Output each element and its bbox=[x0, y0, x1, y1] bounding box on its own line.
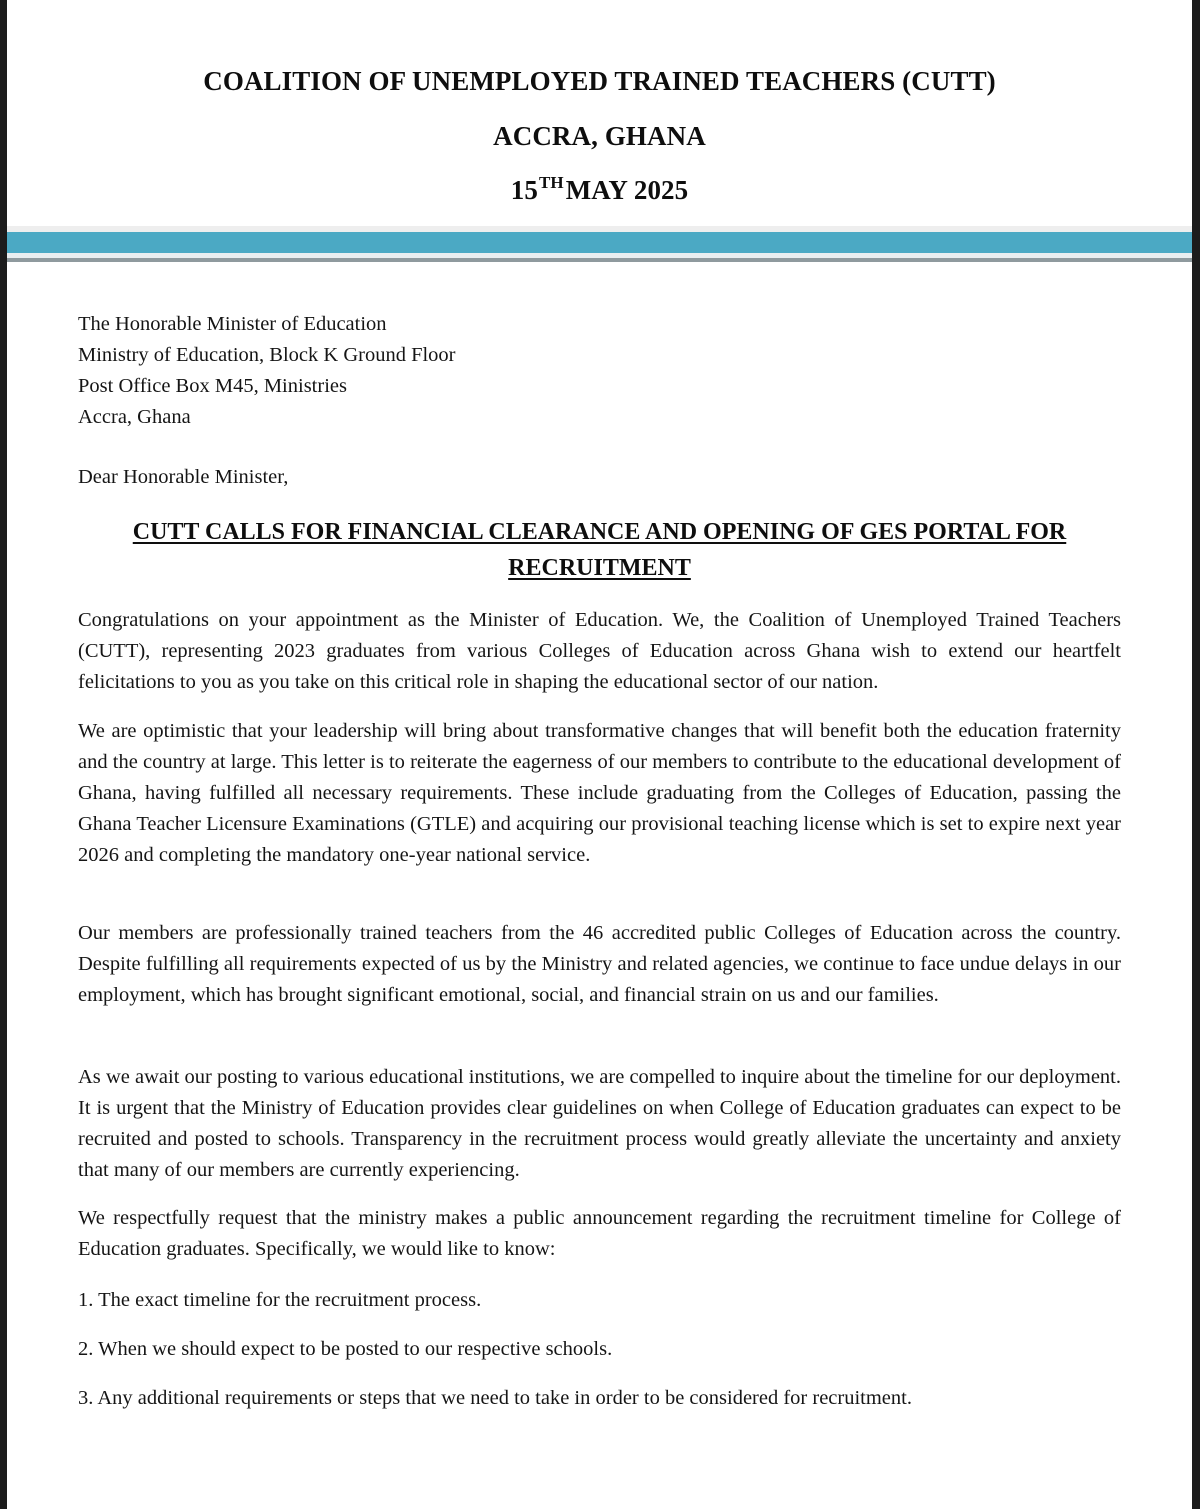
address-line: The Honorable Minister of Education bbox=[78, 313, 387, 335]
letter-subject: CUTT CALLS FOR FINANCIAL CLEARANCE AND OPENING OF GES PORTAL FOR RECRUITMENT bbox=[132, 519, 1067, 581]
address-line: Accra, Ghana bbox=[78, 406, 191, 428]
date-ordinal-suffix: TH bbox=[538, 173, 564, 192]
body-paragraph: Congratulations on your appointment as the Minister of Education. We, the Coalition of Unemployed Trained Teachers (CUTT), representing 2023 graduates from various Colleges of Education across Ghana wish to extend our heartfelt felicitations to you as you take on this critical role in shaping the educational sector of our nation. bbox=[78, 609, 1121, 693]
request-list-item: 2. When we should expect to be posted to our respective schools. bbox=[78, 1338, 613, 1360]
address-line: Post Office Box M45, Ministries bbox=[78, 375, 347, 397]
request-list-item: 1. The exact timeline for the recruitment process. bbox=[78, 1289, 482, 1311]
organization-name: COALITION OF UNEMPLOYED TRAINED TEACHERS (CUTT) bbox=[203, 66, 996, 96]
letter-date bbox=[7, 175, 1192, 206]
request-list-item: 3. Any additional requirements or steps that we need to take in order to be considered for recruitment. bbox=[78, 1387, 912, 1409]
organization-location: ACCRA, GHANA bbox=[493, 121, 706, 151]
body-paragraph: Our members are professionally trained teachers from the 46 accredited public Colleges of Education across the country. Despite fulfilling all requirements expected of us by the Ministry and related agencies, we continue to face undue delays in our employment, which has brought significant emotional, social, and financial strain on us and our families. bbox=[78, 922, 1121, 1006]
salutation: Dear Honorable Minister, bbox=[78, 466, 289, 488]
body-paragraph: We are optimistic that your leadership will bring about transformative changes that will benefit both the education fraternity and the country at large. This letter is to reiterate the eagerness of our members to contribute to the educational development of Ghana, having fulfilled all necessary requirements. These include graduating from the Colleges of Education, passing the Ghana Teacher Licensure Examinations (GTLE) and acquiring our provisional teaching license which is set to expire next year 2026 and completing the mandatory one-year national service. bbox=[78, 720, 1121, 866]
date-day: 15 bbox=[510, 175, 538, 205]
address-line: Ministry of Education, Block K Ground Floor bbox=[78, 344, 456, 366]
header-accent-band bbox=[7, 232, 1192, 253]
letter-page bbox=[7, 0, 1192, 1509]
body-paragraph: As we await our posting to various educational institutions, we are compelled to inquire about the timeline for our deployment. It is urgent that the Ministry of Education provides clear guidelines on when College of Education graduates can expect to be recruited and posted to schools. Transparency in the recruitment process would greatly alleviate the uncertainty and anxiety that many of our members are currently experiencing. bbox=[78, 1066, 1121, 1181]
body-paragraph: We respectfully request that the ministry makes a public announcement regarding the recruitment timeline for College of Education graduates. Specifically, we would like to know: bbox=[78, 1207, 1121, 1260]
header-rule bbox=[7, 258, 1192, 262]
date-month-year: MAY 2025 bbox=[565, 175, 689, 205]
recipient-address bbox=[78, 309, 678, 433]
